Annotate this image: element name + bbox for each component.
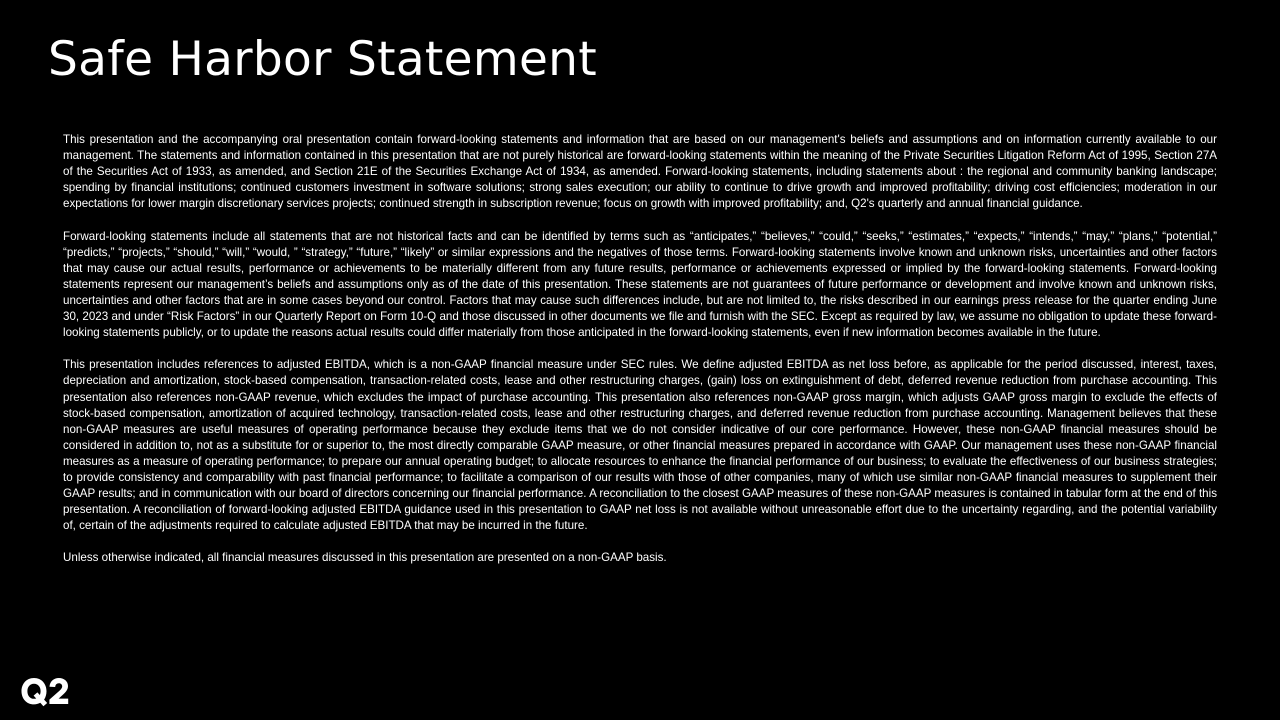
q2-logo — [20, 676, 70, 708]
paragraph-forward-looking-terms: Forward-looking statements include all statements that are not historical facts and can be identified by terms such as “anticipates,” “believes,” “could,” “seeks,” “estimates,” “expects,” “intends,” “may,” “plans,” “potential,” “predicts,” “projects,” “should,” “will,” “would, ” “strategy,” “future,” “likely” or similar expressions and the negatives of those terms. Forward-looking statements involve known and unknown risks, uncertainties and other factors that may cause our actual results, performance or achievements to be materially different from any future results, performance or achievements expressed or implied by the forward-looking statements. Forward-looking statements represent our management’s beliefs and assumptions only as of the date of this presentation. These statements are not guarantees of future performance or development and involve known and unknown risks, uncertainties and other factors that are in some cases beyond our control. Factors that may cause such differences include, but are not limited to, the risks described in our earnings press release for the quarter ending June 30, 2023 and under “Risk Factors” in our Quarterly Report on Form 10-Q and those discussed in other documents we file and furnish with the SEC. Except as required by law, we assume no obligation to update these forward-looking statements publicly, or to update the reasons actual results could differ materially from those anticipated in the forward-looking statements, even if new information becomes available in the future. — [63, 229, 1217, 340]
paragraph-forward-looking-intro: This presentation and the accompanying oral presentation contain forward-looking statements and information that are based on our management's beliefs and assumptions and on information currently available to our management. The statements and information contained in this presentation that are not purely historical are forward-looking statements within the meaning of the Private Securities Litigation Reform Act of 1995, Section 27A of the Securities Act of 1933, as amended, and Section 21E of the Securities Exchange Act of 1934, as amended. Forward-looking statements, including statements about : the regional and community banking landscape; spending by financial institutions; continued customers investment in software solutions; strong sales execution; our ability to continue to drive growth and improved profitability; driving cost efficiencies; moderation in our expectations for lower margin discretionary services projects; continued strength in subscription revenue; focus on growth with improved profitability; and, Q2's quarterly and annual financial guidance. — [63, 133, 1217, 211]
paragraph-non-gaap-measures: This presentation includes references to adjusted EBITDA, which is a non-GAAP financial measure under SEC rules. We define adjusted EBITDA as net loss before, as applicable for the period discussed, interest, taxes, depreciation and amortization, stock-based compensation, transaction-related costs, lease and other restructuring charges, (gain) loss on extinguishment of debt, deferred revenue reduction from purchase accounting. This presentation also references non-GAAP revenue, which excludes the impact of purchase accounting. This presentation also references non-GAAP gross margin, which adjusts GAAP gross margin to exclude the effects of stock-based compensation, amortization of acquired technology, transaction-related costs, lease and other restructuring charges, and deferred revenue reduction from purchase accounting. Management believes that these non-GAAP measures are useful measures of operating performance because they exclude items that we do not consider indicative of our core performance. However, these non-GAAP financial measures should be considered in addition to, not as a substitute for or superior to, the most directly comparable GAAP measure, or other financial measures prepared in accordance with GAAP. Our management uses these non-GAAP financial measures as a measure of operating performance; to prepare our annual operating budget; to allocate resources to enhance the financial performance of our business; to evaluate the effectiveness of our business strategies; to provide consistency and comparability with past financial performance; to facilitate a comparison of our results with those of other companies, many of which use similar non-GAAP financial measures to supplement their GAAP results; and in communication with our board of directors concerning our financial performance. A reconciliation to the closest GAAP measures of these non-GAAP measures is contained in tabular form at the end of this presentation. A reconciliation of forward-looking adjusted EBITDA guidance used in this presentation to GAAP net loss is not available without unreasonable effort due to the uncertainty regarding, and the potential variability of, certain of the adjustments required to calculate adjusted EBITDA that may be incurred in the future. — [63, 358, 1217, 533]
safe-harbor-body — [63, 132, 1217, 567]
q2-logo-icon — [20, 676, 70, 708]
paragraph-non-gaap-basis: Unless otherwise indicated, all financial measures discussed in this presentation are presented on a non-GAAP basis. — [63, 551, 667, 565]
slide-title: Safe Harbor Statement — [48, 32, 597, 87]
